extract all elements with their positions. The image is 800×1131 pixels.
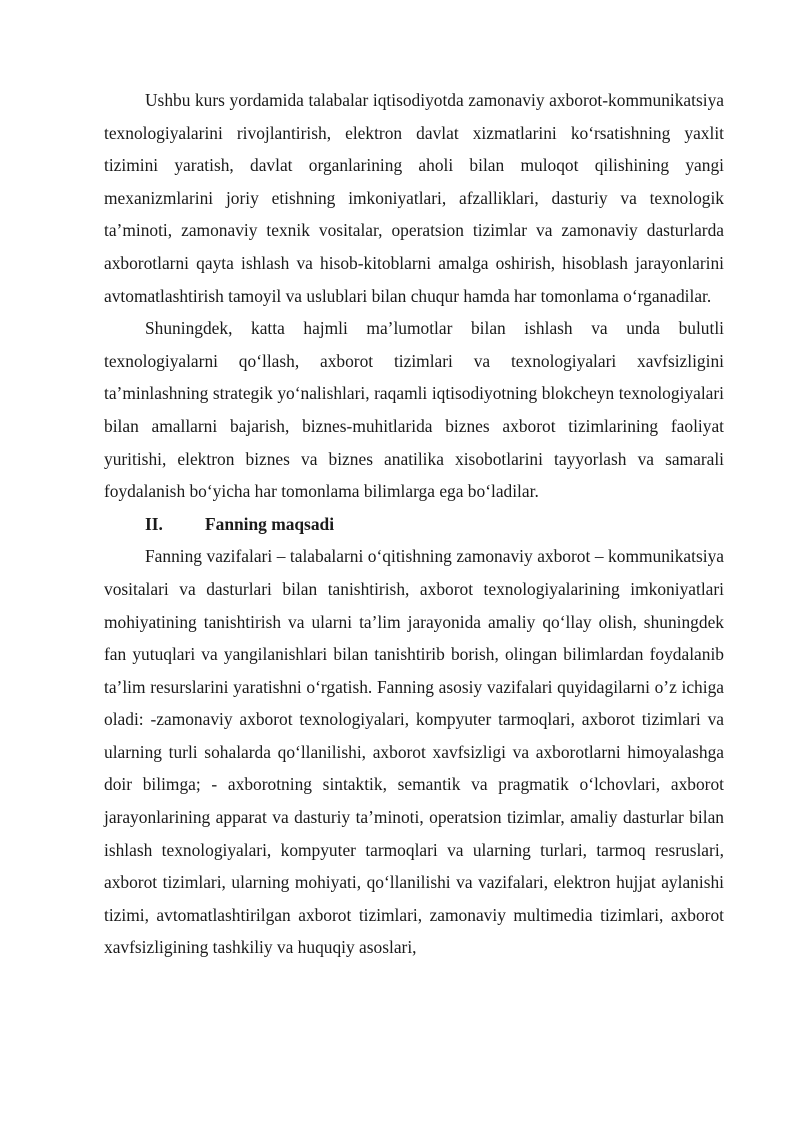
paragraph-course-overview: Ushbu kurs yordamida talabalar iqtisodiyotda zamonaviy axborot-kommunikatsiya texnologiyalarini rivojlantirish, elektron davlat xizmatlarini ko‘rsatishning yaxlit tizimini yaratish, davlat organlarining aholi bilan muloqot qilishining yangi mexanizmlarini joriy etishning imkoniyatlari, afzalliklari, dasturiy va texnologik ta’minoti, zamonaviy texnik vositalar, operatsion tizimlar va zamonaviy dasturlarda axborotlarni qayta ishlash va hisob-kitoblarni amalga oshirish, hisoblash jarayonlarini avtomatlashtirish tamoyil va uslublari bilan chuqur hamda har tomonlama o‘rganadilar. [104, 90, 724, 306]
paragraph-course-tasks: Fanning vazifalari – talabalarni o‘qitishning zamonaviy axborot – kommunikatsiya vositalari va dasturlari bilan tanishtirish, axborot texnologiyalarining imkoniyatlari mohiyatining tanishtirish va ularni ta’lim jarayonida amaliy qo‘llay olish, shuningdek fan yutuqlari va yangilanishlari bilan tanishtirib borish, olingan bilimlardan foydalanib ta’lim resurslarini yaratishni o‘rgatish. Fanning asosiy vazifalari quyidagilarni o’z ichiga oladi: -zamonaviy axborot texnologiyalari, kompyuter tarmoqlari, axborot tizimlari va ularning turli sohalarda qo‘llanilishi, axborot xavfsizligi va axborotlarni himoyalashga doir bilimga; - axborotning sintaktik, semantik va pragmatik o‘lchovlari, axborot jarayonlarining apparat va dasturiy ta’minoti, operatsion tizimlar, amaliy dasturlar bilan ishlash texnologiyalari, kompyuter tarmoqlari va ularning turlari, tarmoq resruslari, axborot tizimlari, ularning mohiyati, qo‘llanilishi va vazifalari, elektron hujjat aylanishi tizimi, avtomatlashtirilgan axborot tizimlari, zamonaviy multimedia tizimlari, axborot xavfsizligining tashkiliy va huquqiy asoslari, [104, 546, 724, 958]
section-title: Fanning maqsadi [205, 513, 335, 534]
paragraph-additional-skills: Shuningdek, katta hajmli ma’lumotlar bilan ishlash va unda bulutli texnologiyalarni qo‘llash, axborot tizimlari va texnologiyalari xavfsizligini ta’minlashning strategik yo‘nalishlari, raqamli iqtisodiyotning blokcheyn texnologiyalari bilan amallarni bajarish, biznes-muhitlarida biznes axborot tizimlarining faoliyat yuritishi, elektron biznes va biznes anatilika xisobotlarini tayyorlash va samarali foydalanish bo‘yicha har tomonlama bilimlarga ega bo‘ladilar. [104, 318, 724, 502]
section-number: II. [145, 513, 163, 534]
document-body [104, 84, 724, 964]
section-heading [104, 508, 724, 541]
